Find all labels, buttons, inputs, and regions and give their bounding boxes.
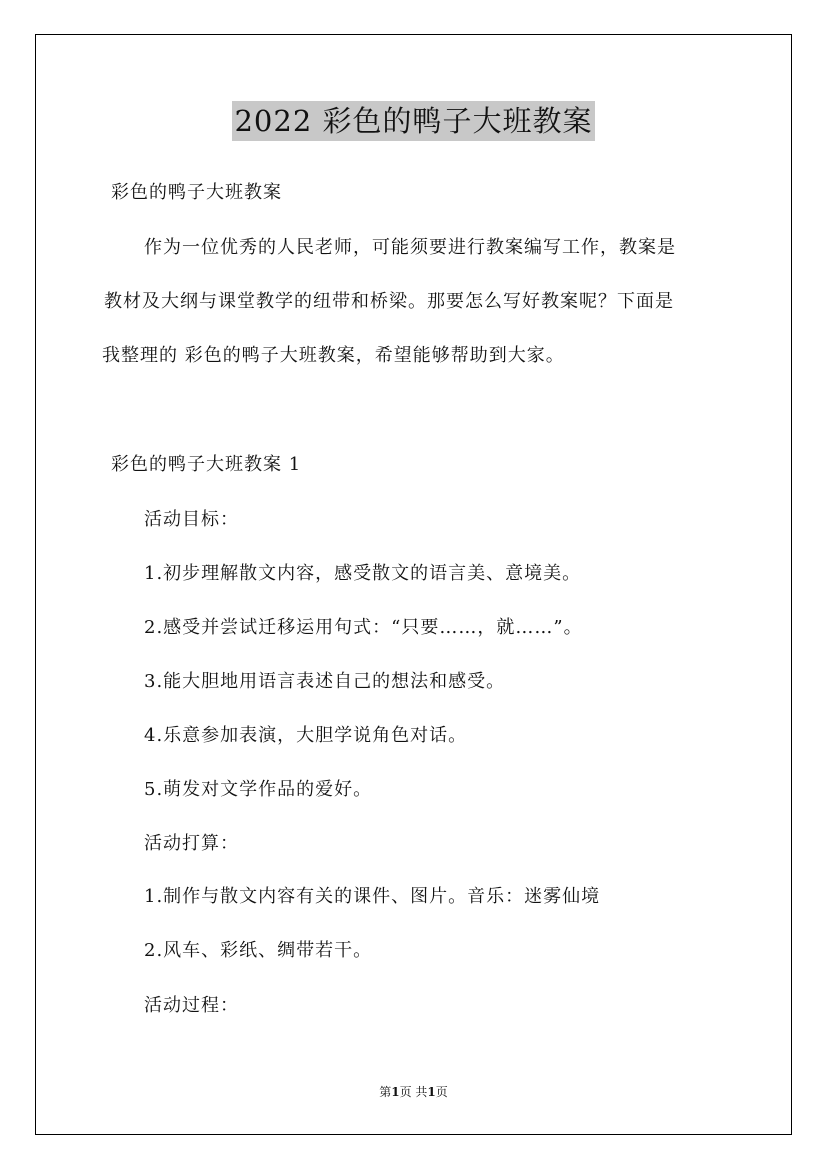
process-heading: 活动过程：	[144, 995, 239, 1016]
goal-item: 1.初步理解散文内容，感受散文的语言美、意境美。	[144, 563, 582, 584]
document-title: 2022 彩色的鸭子大班教案	[232, 101, 594, 141]
intro-line-3: 我整理的 彩色的鸭子大班教案，希望能够帮助到大家。	[102, 345, 565, 366]
intro-line-2: 教材及大纲与课堂教学的纽带和桥梁。那要怎么写好教案呢？下面是	[104, 291, 674, 312]
goals-heading: 活动目标：	[144, 509, 239, 530]
goal-item: 5.萌发对文学作品的爱好。	[144, 779, 373, 800]
prep-heading: 活动打算：	[144, 833, 239, 854]
page-footer	[0, 1083, 827, 1101]
goal-item: 3.能大胆地用语言表述自己的想法和感受。	[144, 671, 506, 692]
goal-item: 4.乐意参加表演，大胆学说角色对话。	[144, 725, 468, 746]
subtitle: 彩色的鸭子大班教案	[111, 182, 282, 203]
footer-page-prefix: 第	[379, 1085, 392, 1099]
footer-page-mid: 页 共	[399, 1085, 428, 1099]
footer-page-current: 1	[391, 1085, 400, 1099]
prep-item: 1.制作与散文内容有关的课件、图片。音乐：迷雾仙境	[144, 886, 601, 907]
intro-line-1: 作为一位优秀的人民老师，可能须要进行教案编写工作，教案是	[144, 237, 676, 258]
goal-item: 2.感受并尝试迁移运用句式：“只要……，就……”。	[144, 617, 583, 638]
footer-page-total: 1	[427, 1085, 436, 1099]
footer-page-suffix: 页	[435, 1085, 448, 1099]
section-title: 彩色的鸭子大班教案 1	[111, 454, 302, 475]
title-container	[0, 101, 827, 141]
prep-item: 2.风车、彩纸、绸带若干。	[144, 940, 373, 961]
